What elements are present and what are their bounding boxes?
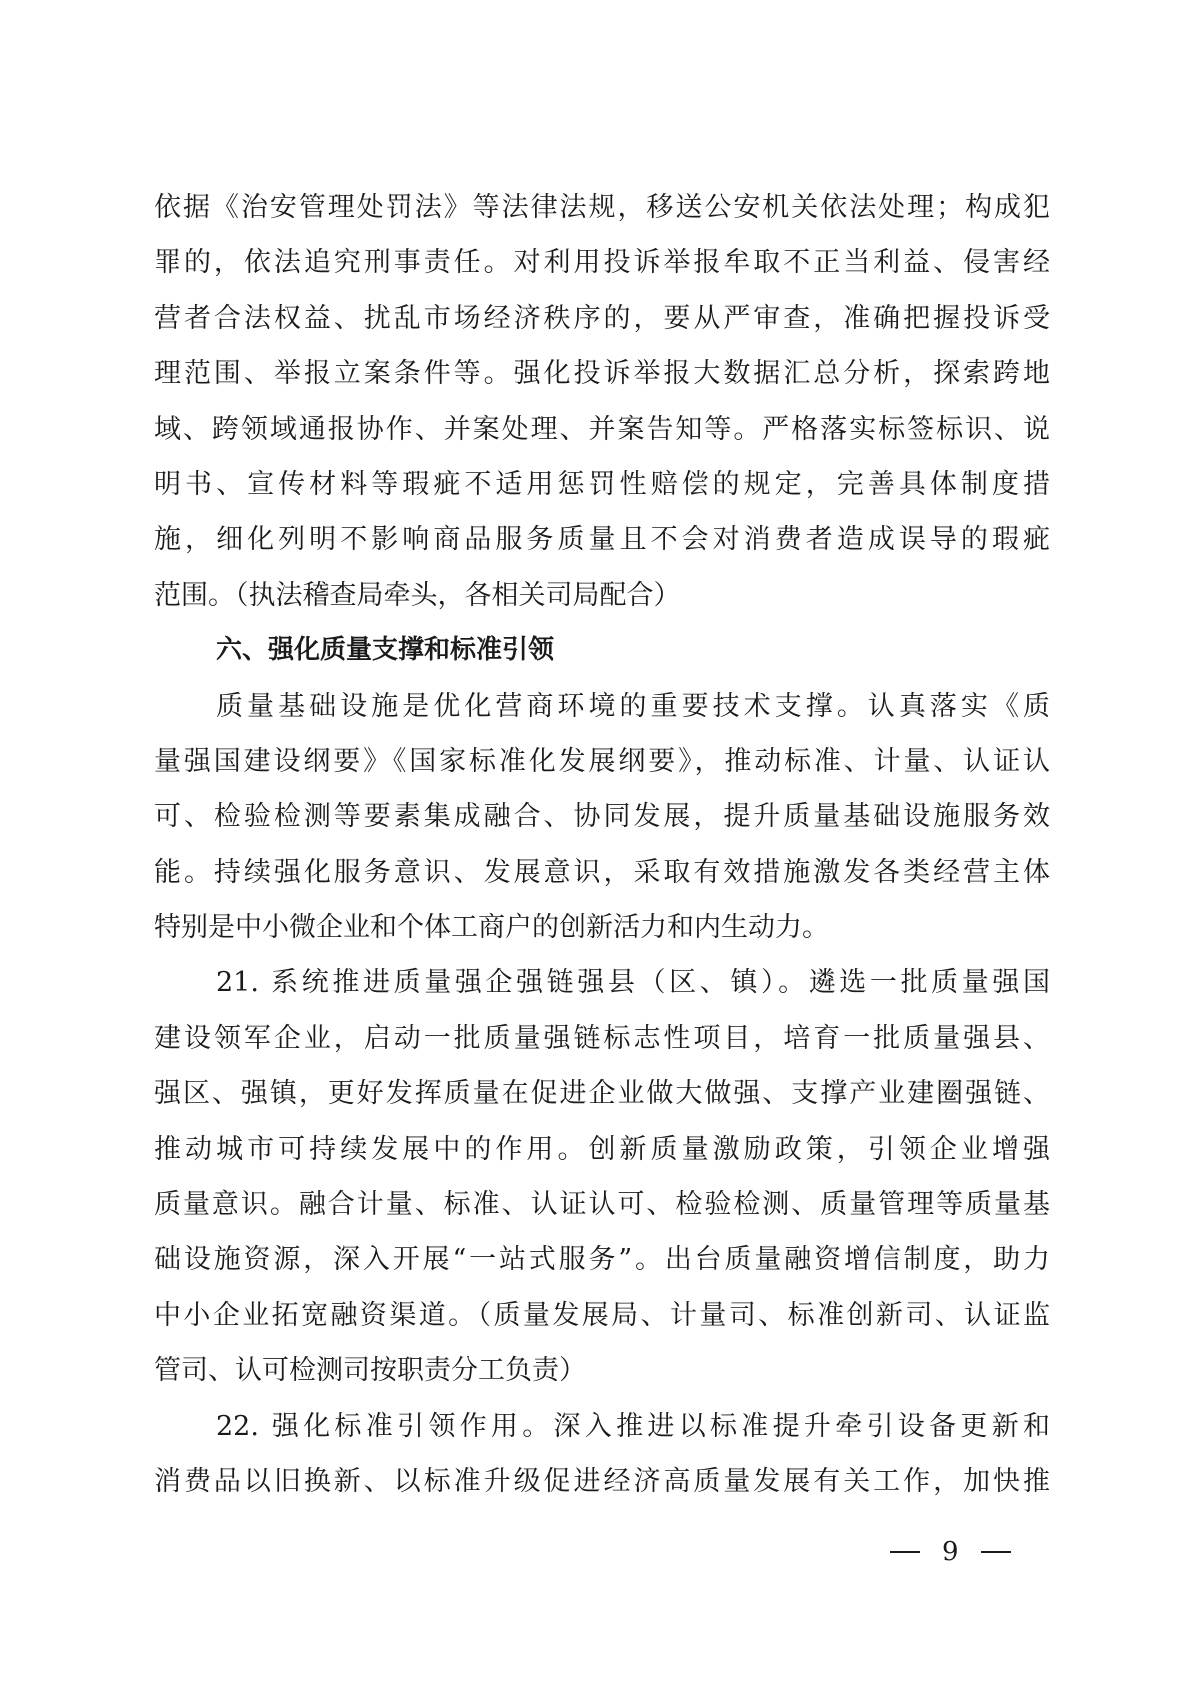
text-line: 可、检验检测等要素集成融合、协同发展，提升质量基础设施服务效: [154, 801, 1050, 833]
text-line: 质量意识。融合计量、标准、认证认可、检验检测、质量管理等质量基: [154, 1189, 1050, 1221]
text-line: 强区、强镇，更好发挥质量在促进企业做大做强、支撑产业建圈强链、: [154, 1078, 1050, 1110]
text-line: 施，细化列明不影响商品服务质量且不会对消费者造成误导的瑕疵: [154, 524, 1050, 556]
text-line: 依据《治安管理处罚法》等法律法规，移送公安机关依法处理；构成犯: [154, 192, 1050, 223]
text-line: 域、跨领域通报协作、并案处理、并案告知等。严格落实标签标识、说: [154, 413, 1050, 445]
page-number: [890, 1532, 1050, 1572]
page-number-value: 9: [942, 1537, 959, 1567]
text-line: 量强国建设纲要》《国家标准化发展纲要》，推动标准、计量、认证认: [154, 745, 1050, 777]
text-line: 营者合法权益、扰乱市场经济秩序的，要从严审查，准确把握投诉受: [154, 302, 1050, 334]
text-line: 中小企业拓宽融资渠道。（质量发展局、计量司、标准创新司、认证监: [154, 1299, 1050, 1331]
paragraph-continuation: [154, 180, 1050, 1509]
text-line: 消费品以旧换新、以标准升级促进经济高质量发展有关工作，加快推: [154, 1465, 1050, 1497]
text-line: 质量基础设施是优化营商环境的重要技术支撑。认真落实《质: [216, 690, 1050, 722]
text-line: 理范围、举报立案条件等。强化投诉举报大数据汇总分析，探索跨地: [154, 358, 1050, 390]
text-line: 建设领军企业，启动一批质量强链标志性项目，培育一批质量强县、: [154, 1022, 1050, 1054]
dash-right: [981, 1551, 1011, 1553]
item-21-title-line: 21. 系统推进质量强企强链强县（区、镇）。遴选一批质量强国: [216, 967, 1050, 999]
section-heading: 六、强化质量支撑和标准引领: [216, 635, 555, 666]
text-line: 推动城市可持续发展中的作用。创新质量激励政策，引领企业增强: [154, 1133, 1050, 1165]
text-line: 明书、宣传材料等瑕疵不适用惩罚性赔偿的规定，完善具体制度措: [154, 468, 1050, 500]
dash-left: [890, 1551, 920, 1553]
text-line: 范围。（执法稽查局牵头，各相关司局配合）: [154, 579, 681, 611]
item-22-title-line: 22. 强化标准引领作用。深入推进以标准提升牵引设备更新和: [216, 1410, 1050, 1442]
text-line: 础设施资源，深入开展“一站式服务”。出台质量融资增信制度，助力: [154, 1244, 1050, 1276]
text-line: 罪的，依法追究刑事责任。对利用投诉举报牟取不正当利益、侵害经: [154, 247, 1050, 279]
text-line: 管司、认可检测司按职责分工负责）: [154, 1355, 586, 1387]
text-line: 特别是中小微企业和个体工商户的创新活力和内生动力。: [154, 912, 829, 944]
text-line: 能。持续强化服务意识、发展意识，采取有效措施激发各类经营主体: [154, 856, 1050, 888]
